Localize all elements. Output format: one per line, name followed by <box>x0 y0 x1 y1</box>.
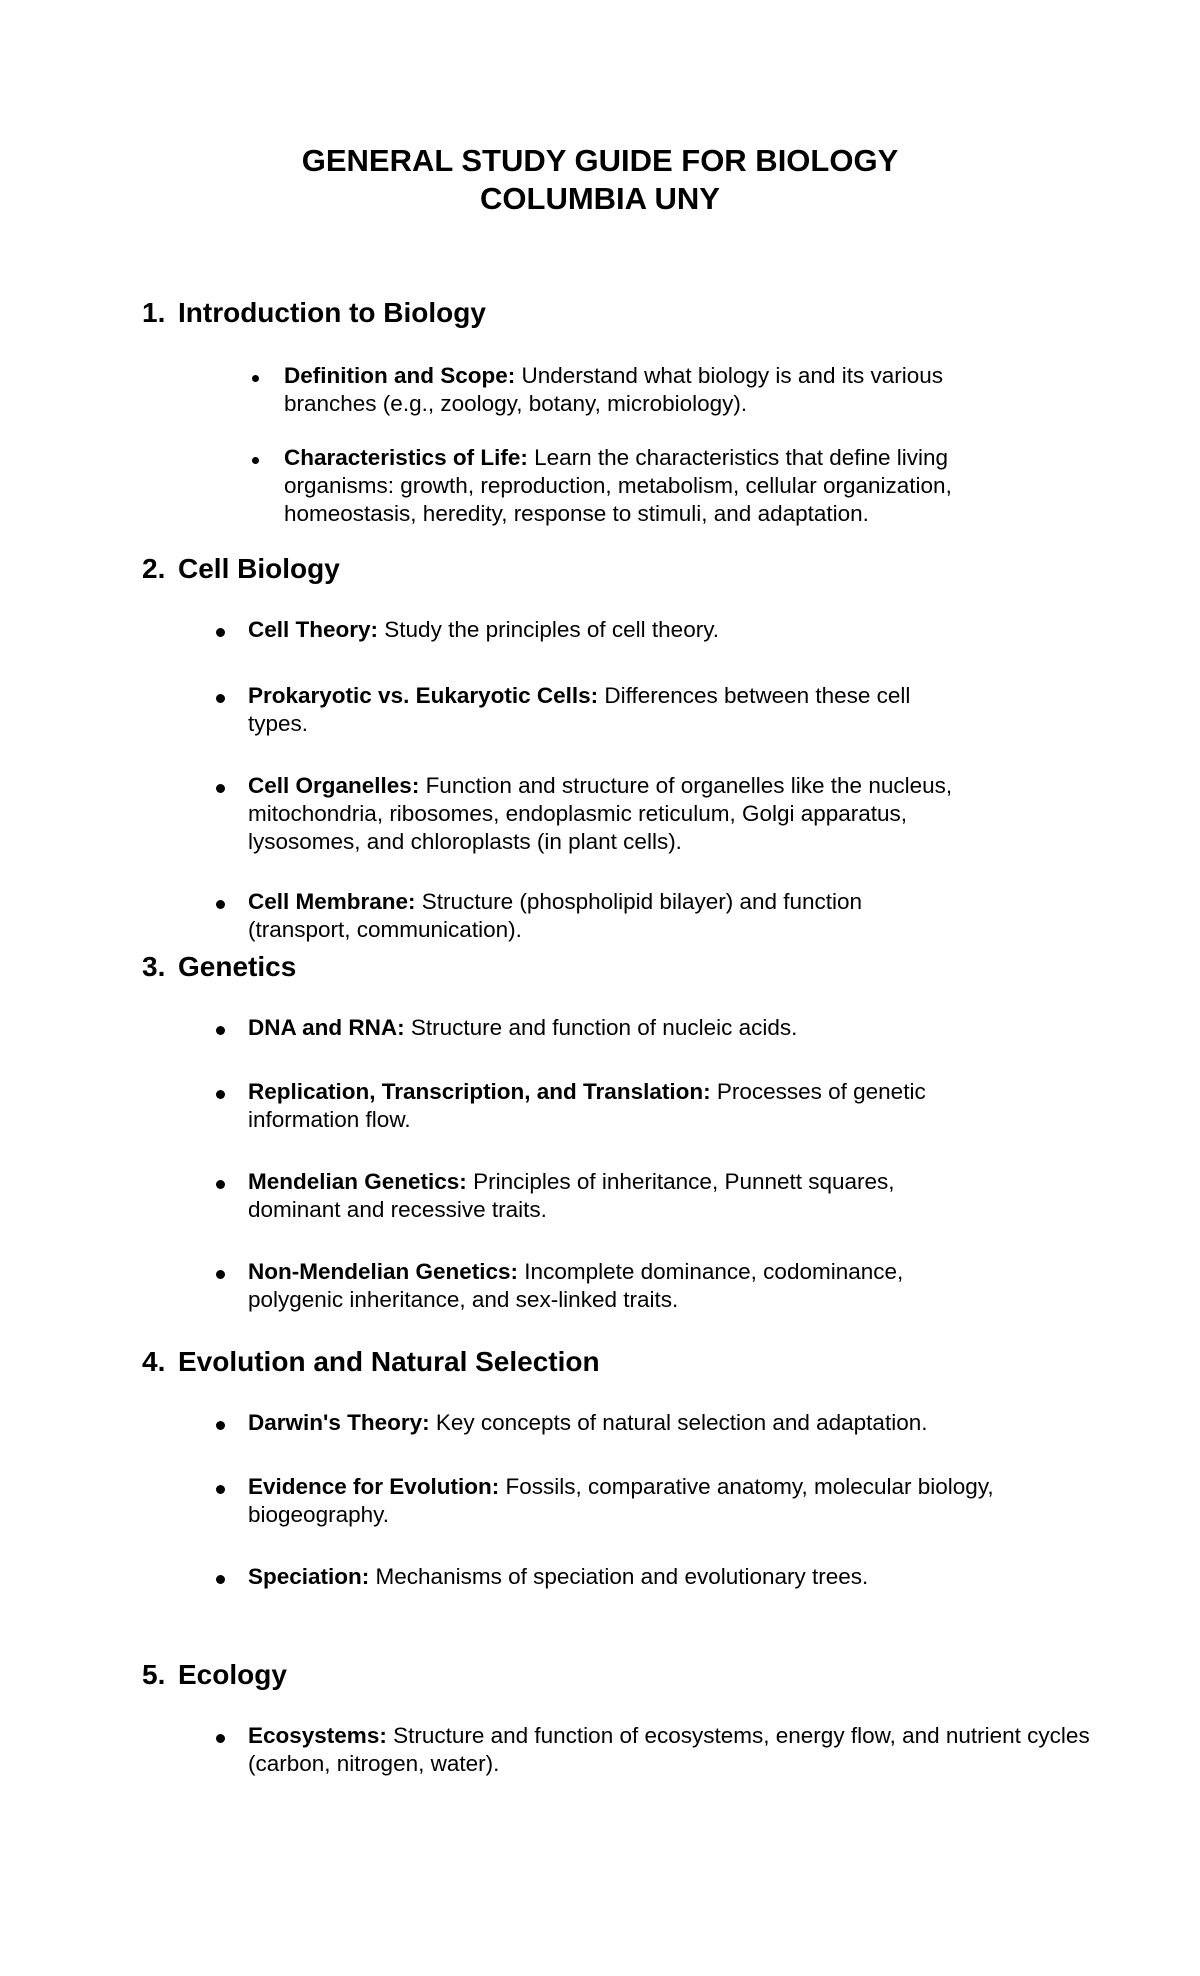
item-text: Incomplete dominance, codominance, polygenic inheritance, and sex-linked traits. <box>248 1259 904 1312</box>
section-title: Introduction to Biology <box>178 297 486 328</box>
bullet-list <box>142 1409 1102 1591</box>
bullet-list <box>142 1722 1102 1778</box>
section-number: 3. <box>142 951 166 982</box>
list-item <box>142 1168 988 1224</box>
bullet-icon <box>216 1090 225 1099</box>
section-number: 2. <box>142 553 166 584</box>
item-term: Definition and Scope: <box>284 363 516 388</box>
section-cell-biology <box>142 552 1102 944</box>
document-title-line-2: COLUMBIA UNY <box>480 181 720 216</box>
section-title: Genetics <box>178 951 297 982</box>
list-item <box>142 1473 1068 1529</box>
item-term: Darwin's Theory: <box>248 1410 430 1435</box>
bullet-icon <box>216 1485 225 1494</box>
item-text: Study the principles of cell theory. <box>378 617 720 642</box>
list-item <box>142 682 964 738</box>
list-item <box>142 888 964 944</box>
item-term: DNA and RNA: <box>248 1015 405 1040</box>
section-heading <box>142 1345 1102 1379</box>
item-text: Mechanisms of speciation and evolutionary trees. <box>369 1564 869 1589</box>
section-heading <box>142 552 1102 586</box>
section-evolution <box>142 1345 1102 1591</box>
list-item <box>142 1563 1068 1591</box>
bullet-list <box>142 616 1102 944</box>
list-item <box>142 616 964 644</box>
bullet-icon <box>216 628 225 637</box>
list-item <box>142 772 964 856</box>
item-term: Mendelian Genetics: <box>248 1169 467 1194</box>
section-heading <box>142 1658 1102 1692</box>
list-item <box>142 1078 988 1134</box>
bullet-icon <box>216 1180 225 1189</box>
item-term: Prokaryotic vs. Eukaryotic Cells: <box>248 683 599 708</box>
item-text: Understand what biology is and its various branches (e.g., zoology, botany, microbiology). <box>284 363 943 416</box>
item-text: Structure (phospholipid bilayer) and function (transport, communication). <box>248 889 863 942</box>
bullet-icon <box>216 784 225 793</box>
bullet-icon <box>252 375 259 382</box>
document-title-line-1: GENERAL STUDY GUIDE FOR BIOLOGY <box>301 143 899 178</box>
section-title: Evolution and Natural Selection <box>178 1346 600 1377</box>
item-text: Principles of inheritance, Punnett squares, dominant and recessive traits. <box>248 1169 895 1222</box>
item-term: Evidence for Evolution: <box>248 1474 500 1499</box>
item-term: Ecosystems: <box>248 1723 387 1748</box>
list-item <box>142 1258 988 1314</box>
bullet-icon <box>216 694 225 703</box>
bullet-icon <box>252 457 259 464</box>
item-term: Cell Membrane: <box>248 889 416 914</box>
item-term: Speciation: <box>248 1564 370 1589</box>
item-term: Non-Mendelian Genetics: <box>248 1259 519 1284</box>
bullet-icon <box>216 1026 225 1035</box>
list-item <box>142 444 1010 528</box>
list-item <box>142 1409 1068 1437</box>
item-term: Characteristics of Life: <box>284 445 528 470</box>
section-genetics <box>142 950 1102 1314</box>
item-text: Key concepts of natural selection and adaptation. <box>429 1410 928 1435</box>
item-text: Fossils, comparative anatomy, molecular biology, biogeography. <box>248 1474 994 1527</box>
section-title: Ecology <box>178 1659 287 1690</box>
item-text: Learn the characteristics that define living organisms: growth, reproduction, metabolism, cellular organization, homeostasis, heredity, response to stimuli, and adaptation. <box>284 445 952 526</box>
list-item <box>142 1014 988 1042</box>
item-text: Function and structure of organelles like the nucleus, mitochondria, ribosomes, endoplasmic reticulum, Golgi apparatus, lysosomes, and chloroplasts (in plant cells). <box>248 773 953 854</box>
list-item <box>142 1722 1108 1778</box>
section-heading <box>142 950 1102 984</box>
list-item <box>142 362 1010 418</box>
section-heading <box>142 296 1102 330</box>
section-introduction <box>142 296 1102 554</box>
section-number: 1. <box>142 297 166 328</box>
item-term: Cell Theory: <box>248 617 379 642</box>
bullet-icon <box>216 900 225 909</box>
bullet-icon <box>216 1270 225 1279</box>
item-text: Structure and function of ecosystems, energy flow, and nutrient cycles (carbon, nitrogen, water). <box>248 1723 1090 1776</box>
section-number: 4. <box>142 1346 166 1377</box>
item-text: Processes of genetic information flow. <box>248 1079 926 1132</box>
item-term: Replication, Transcription, and Translation: <box>248 1079 711 1104</box>
item-term: Cell Organelles: <box>248 773 420 798</box>
item-text: Structure and function of nucleic acids. <box>404 1015 798 1040</box>
bullet-icon <box>216 1575 225 1584</box>
section-title: Cell Biology <box>178 553 340 584</box>
section-number: 5. <box>142 1659 166 1690</box>
bullet-list <box>142 362 1102 528</box>
item-text: Differences between these cell types. <box>248 683 911 736</box>
bullet-list <box>142 1014 1102 1314</box>
bullet-icon <box>216 1421 225 1430</box>
section-ecology <box>142 1658 1102 1778</box>
bullet-icon <box>216 1734 225 1743</box>
